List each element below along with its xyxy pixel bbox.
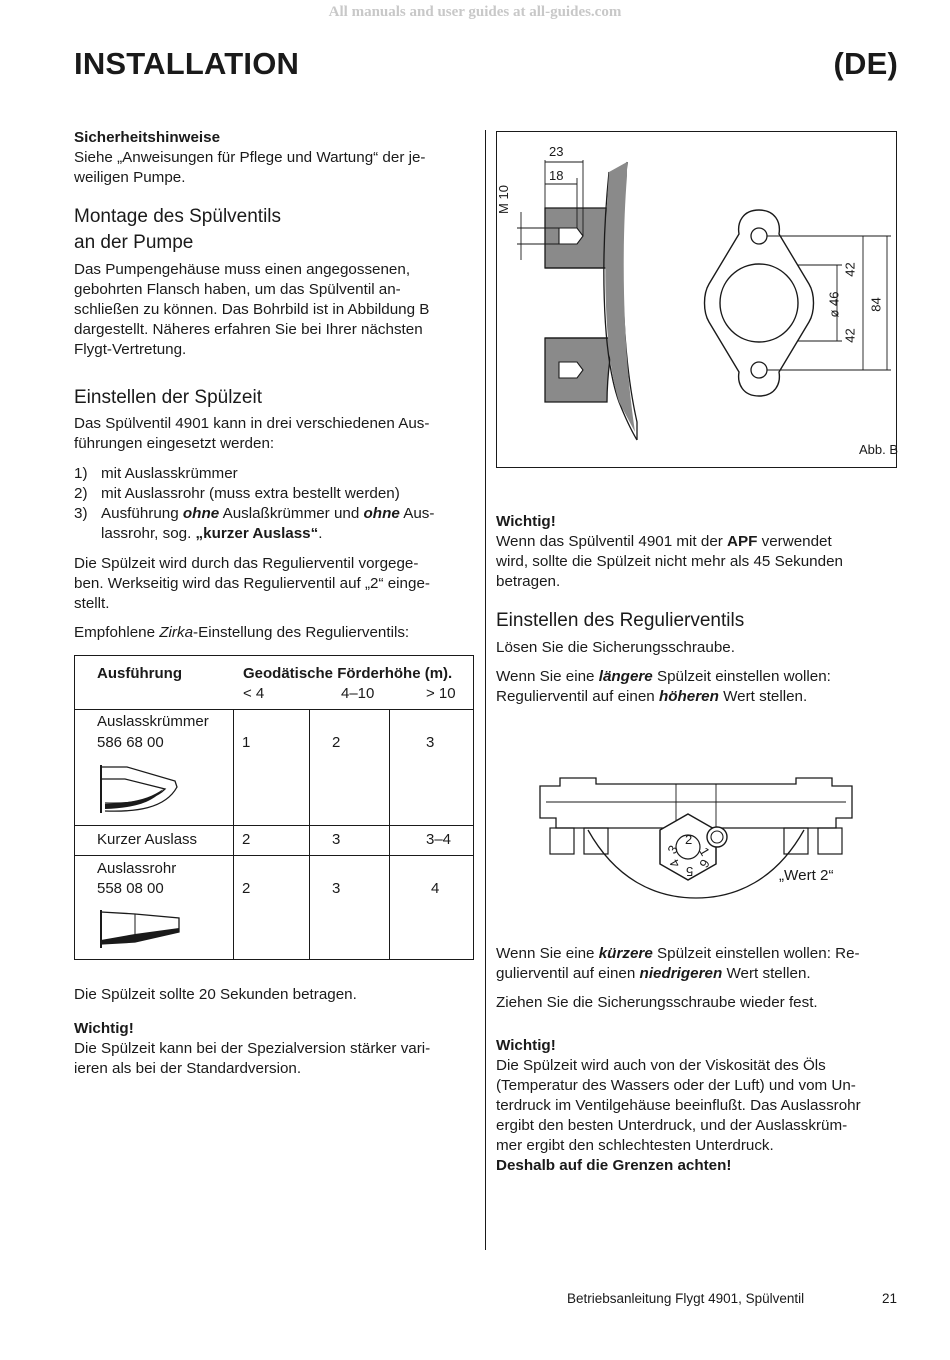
- valve-text-3: stellt.: [74, 595, 110, 612]
- dial-caption: „Wert 2“: [779, 867, 834, 884]
- important-text-left-1: Die Spülzeit kann bei der Spezialversion stärker vari-: [74, 1040, 431, 1057]
- table-row3-name1: Auslassrohr: [97, 860, 177, 877]
- important-right-2-bold: Deshalb auf die Grenzen achten!: [496, 1157, 732, 1174]
- list-item-3-line2: lassrohr, sog. „kurzer Auslass“.: [101, 525, 323, 542]
- mount-text-4: dargestellt. Näheres erfahren Sie bei Ihrer nächsten: [74, 321, 423, 338]
- table-header-col1: Ausführung: [97, 665, 182, 682]
- dial-number-1: 1: [696, 844, 713, 859]
- page-title: INSTALLATION: [74, 46, 300, 81]
- important-right-2-line4: ergibt den besten Unterdruck, und der Auslasskrüm-: [496, 1117, 848, 1134]
- important-label-right-2: Wichtig!: [496, 1037, 556, 1054]
- duration-text: Die Spülzeit sollte 20 Sekunden betragen.: [74, 986, 357, 1003]
- regulator-valve-drawing: [536, 770, 856, 910]
- table-row1-name2: 586 68 00: [97, 734, 164, 751]
- table-row2-v2: 3: [332, 831, 341, 848]
- figure-b: [496, 131, 897, 468]
- important-text-left-2: ieren als bei der Standardversion.: [74, 1060, 302, 1077]
- mount-text-2: gebohrten Flansch haben, um das Spülventil an-: [74, 281, 401, 298]
- mount-heading-2: an der Pumpe: [74, 232, 194, 253]
- dim-42-top: 42: [842, 262, 858, 277]
- flush-text-1: Das Spülventil 4901 kann in drei verschiedenen Aus-: [74, 415, 430, 432]
- list-num-3: 3): [74, 505, 88, 522]
- list-num-2: 2): [74, 485, 88, 502]
- mount-text-1: Das Pumpengehäuse muss einen angegossenen,: [74, 261, 411, 278]
- dim-84: 84: [868, 297, 884, 312]
- table-row1-name1: Auslasskrümmer: [97, 713, 209, 730]
- table-rule: [75, 855, 473, 856]
- valve-text-2: ben. Werkseitig wird das Regulierventil auf „2“ einge-: [74, 575, 430, 592]
- dial-number-2: 2: [685, 832, 693, 847]
- dial-number-6: 6: [696, 856, 713, 871]
- column-divider: [485, 130, 486, 1250]
- table-sub-1: < 4: [243, 685, 265, 702]
- important-right-2-line2: (Temperatur des Wassers oder der Luft) und vom Un-: [496, 1077, 856, 1094]
- dim-46: ø 46: [826, 291, 842, 318]
- mount-text-3: schließen zu können. Das Bohrbild ist in Abbildung B: [74, 301, 430, 318]
- flush-text-2: führungen eingesetzt werden:: [74, 435, 275, 452]
- table-rule: [309, 709, 310, 959]
- table-row3-v1: 2: [242, 880, 251, 897]
- table-row2-v3: 3–4: [426, 831, 452, 848]
- longer-line2: Regulierventil auf einen höheren Wert stellen.: [496, 688, 808, 705]
- important-right-1-line3: betragen.: [496, 573, 561, 590]
- table-row3-v3: 4: [431, 880, 440, 897]
- valve-text-1: Die Spülzeit wird durch das Regulierventil vorgege-: [74, 555, 419, 572]
- important-label-left: Wichtig!: [74, 1020, 134, 1037]
- regulator-text-1: Lösen Sie die Sicherungsschraube.: [496, 639, 735, 656]
- table-rule: [389, 709, 390, 959]
- list-num-1: 1): [74, 465, 88, 482]
- table-row1-v3: 3: [426, 734, 435, 751]
- table-rule: [75, 709, 473, 710]
- table-sub-3: > 10: [426, 685, 456, 702]
- list-item-2: mit Auslassrohr (muss extra bestellt werden): [101, 485, 400, 502]
- watermark: All manuals and user guides at all-guides.com: [328, 4, 622, 20]
- dim-18: 18: [549, 168, 564, 183]
- elbow-outlet-icon: [95, 759, 185, 817]
- important-right-2-line5: mer ergibt den schlechtesten Unterdruck.: [496, 1137, 774, 1154]
- list-item-1: mit Auslasskrümmer: [101, 465, 238, 482]
- page-number: 21: [882, 1291, 898, 1306]
- mount-text-5: Flygt-Vertretung.: [74, 341, 187, 358]
- footer-doc-title: Betriebsanleitung Flygt 4901, Spülventil: [567, 1291, 805, 1306]
- table-rule: [75, 825, 473, 826]
- important-right-2-line1: Die Spülzeit wird auch von der Viskosität des Öls: [496, 1057, 826, 1074]
- flush-heading: Einstellen der Spülzeit: [74, 387, 262, 408]
- dim-23: 23: [549, 144, 564, 159]
- table-row1-v2: 2: [332, 734, 341, 751]
- safety-text-2: weiligen Pumpe.: [74, 169, 186, 186]
- mount-heading-1: Montage des Spülventils: [74, 206, 282, 227]
- settings-table: [74, 655, 474, 960]
- dim-42-bottom: 42: [842, 328, 858, 343]
- table-row3-name2: 558 08 00: [97, 880, 164, 897]
- shorter-line1: Wenn Sie eine kürzere Spülzeit einstellen wollen: Re-: [496, 945, 860, 962]
- important-right-2-line3: terdruck im Ventilgehäuse beeinflußt. Das Auslassrohr: [496, 1097, 861, 1114]
- table-header-col2: Geodätische Förderhöhe (m).: [243, 665, 453, 682]
- tighten-text: Ziehen Sie die Sicherungsschraube wieder fest.: [496, 994, 818, 1011]
- table-row3-v2: 3: [332, 880, 341, 897]
- dial-number-4: 4: [666, 856, 683, 871]
- figure-caption: Abb. B: [858, 442, 898, 457]
- longer-line1: Wenn Sie eine längere Spülzeit einstellen wollen:: [496, 668, 831, 685]
- table-row2-v1: 2: [242, 831, 251, 848]
- table-row2-name: Kurzer Auslass: [97, 831, 198, 848]
- safety-heading: Sicherheitshinweise: [74, 129, 221, 146]
- recommend-text: Empfohlene Zirka-Einstellung des Regulierventils:: [74, 624, 410, 641]
- list-item-3-line1: Ausführung ohne Auslaßkrümmer und ohne Aus-: [101, 505, 435, 522]
- safety-text-1: Siehe „Anweisungen für Pflege und Wartung“ der je-: [74, 149, 426, 166]
- dim-m10: M 10: [495, 185, 511, 214]
- regulator-heading: Einstellen des Regulierventils: [496, 610, 745, 631]
- important-right-1-line1: Wenn das Spülventil 4901 mit der APF verwendet: [496, 533, 832, 550]
- table-sub-2: 4–10: [341, 685, 375, 702]
- pipe-outlet-icon: [95, 906, 185, 954]
- table-row1-v1: 1: [242, 734, 251, 751]
- table-rule: [233, 709, 234, 959]
- important-label-right-1: Wichtig!: [496, 513, 556, 530]
- shorter-line2: gulierventil auf einen niedrigeren Wert stellen.: [496, 965, 811, 982]
- dial-number-5: 5: [686, 864, 694, 879]
- dial-number-3: 3: [664, 842, 681, 857]
- language-code: (DE): [833, 46, 898, 81]
- important-right-1-line2: wird, sollte die Spülzeit nicht mehr als 45 Sekunden: [496, 553, 843, 570]
